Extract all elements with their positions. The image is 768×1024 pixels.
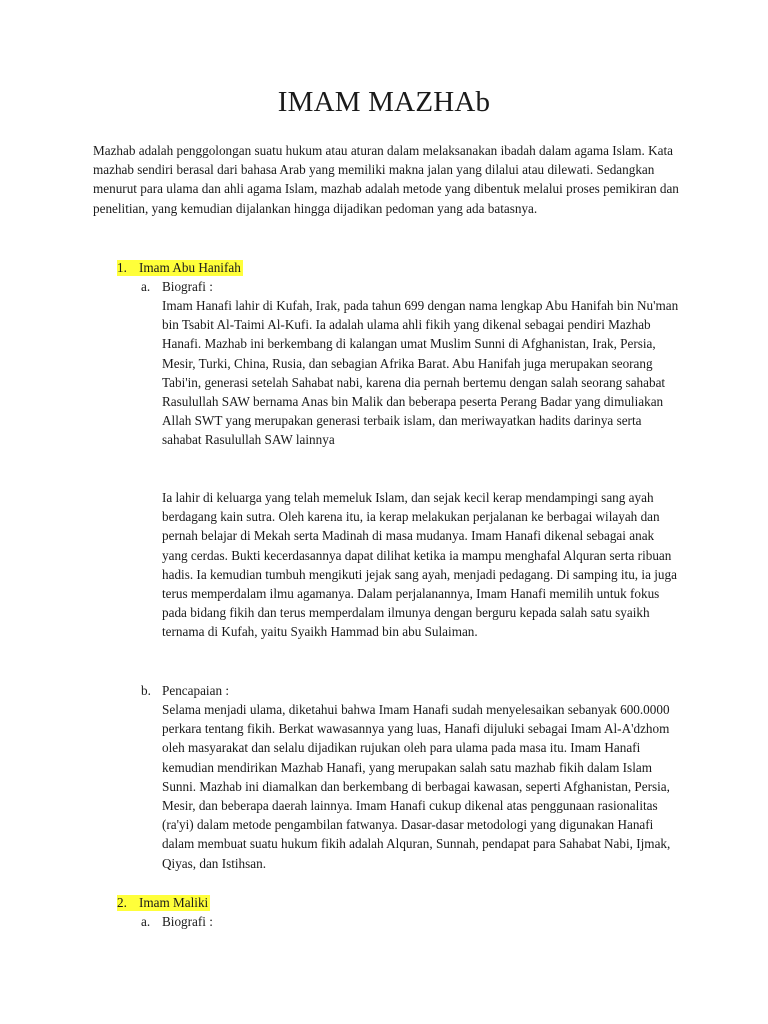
section-2a-letter: a. — [141, 914, 151, 929]
section-2a-title: Biografi : — [162, 914, 213, 929]
section-1-heading — [117, 258, 243, 277]
section-2-number: 2. — [117, 895, 127, 910]
section-1-number: 1. — [117, 260, 127, 275]
section-2-heading — [117, 893, 210, 912]
section-1b-paragraph-1: Selama menjadi ulama, diketahui bahwa Imam Hanafi sudah menyelesaikan sebanyak 600.0000 perkara tentang fikih. Berkat wawasannya yang luas, Hanafi dijuluki sebagai Imam Al-A'dzhom oleh masyarakat dan selalu dijadikan rujukan oleh para ulama pada masa itu. Imam Hanafi kemudian mendirikan Mazhab Hanafi, yang merupakan salah satu mazhab fikih dalam Islam Sunni. Mazhab ini diamalkan dan berkembang di berbagai kawasan, seperti Afghanistan, Persia, Mesir, dan beberapa daerah lainnya. Imam Hanafi cukup dikenal atas penggunaan rasionalitas (ra'yi) dalam metode pengambilan fatwanya. Dasar-dasar metodologi yang digunakan Hanafi dalam membuat suatu hukum fikih adalah Alquran, Sunnah, pendapat para Sahabat Nabi, Ijmak, Qiyas, dan Istihsan. — [162, 702, 671, 871]
section-2-title: Imam Maliki — [139, 895, 209, 910]
section-2a-heading — [141, 912, 213, 931]
section-1-title: Imam Abu Hanifah — [139, 260, 241, 275]
document-title: IMAM MAZHAb — [277, 86, 491, 118]
section-1a-paragraph-1: Imam Hanafi lahir di Kufah, Irak, pada tahun 699 dengan nama lengkap Abu Hanifah bin Nu'man bin Tsabit Al-Taimi Al-Kufi. Ia adalah ulama ahli fikih yang dikenal sebagai pendiri Mazhab Hanafi. Mazhab ini berkembang di kalangan umat Muslim Sunni di Afghanistan, Irak, Persia, Mesir, Turki, China, Rusia, dan sebagian Afrika Barat. Abu Hanifah juga merupakan seorang Tabi'in, generasi setelah Sahabat nabi, karena dia pernah bertemu dengan salah seorang sahabat Rasulullah SAW bernama Anas bin Malik dan beberapa peserta Perang Badar yang dimuliakan Allah SWT yang merupakan generasi terbaik islam, dan meriwayatkan hadits darinya serta sahabat Rasulullah SAW lainnya — [162, 298, 679, 448]
section-1a-paragraph-2: Ia lahir di keluarga yang telah memeluk Islam, dan sejak kecil kerap mendampingi sang ayah berdagang kain sutra. Oleh karena itu, ia kerap melakukan perjalanan ke berbagai wilayah dan pernah belajar di Mekah serta Madinah di masa mudanya. Imam Hanafi dikenal sebagai anak yang cerdas. Bukti kecerdasannya dapat dilihat ketika ia mampu menghafal Alquran serta ribuan hadis. Ia kemudian tumbuh mengikuti jejak sang ayah, menjadi pedagang. Di samping itu, ia juga terus memperdalam ilmu agamanya. Dalam perjalanannya, Imam Hanafi memilih untuk fokus pada bidang fikih dan terus memperdalam ilmunya dengan berguru kepada salah satu syaikh ternama di Kufah, yaitu Syaikh Hammad bin abu Sulaiman. — [162, 490, 677, 640]
section-1b-heading — [141, 681, 229, 700]
section-1b-letter: b. — [141, 683, 151, 698]
section-1a-letter: a. — [141, 279, 151, 294]
section-1a-heading — [141, 277, 213, 296]
section-1a-title: Biografi : — [162, 279, 213, 294]
section-1b-title: Pencapaian : — [162, 683, 230, 698]
intro-paragraph: Mazhab adalah penggolongan suatu hukum atau aturan dalam melaksanakan ibadah dalam agama Islam. Kata mazhab sendiri berasal dari bahasa Arab yang memiliki makna jalan yang dilalui atau dilewati. Sedangkan menurut para ulama dan ahli agama Islam, mazhab adalah metode yang dibentuk melalui proses pemikiran dan penelitian, yang kemudian dijalankan hingga dijadikan pedoman yang ada batasnya. — [93, 143, 679, 216]
